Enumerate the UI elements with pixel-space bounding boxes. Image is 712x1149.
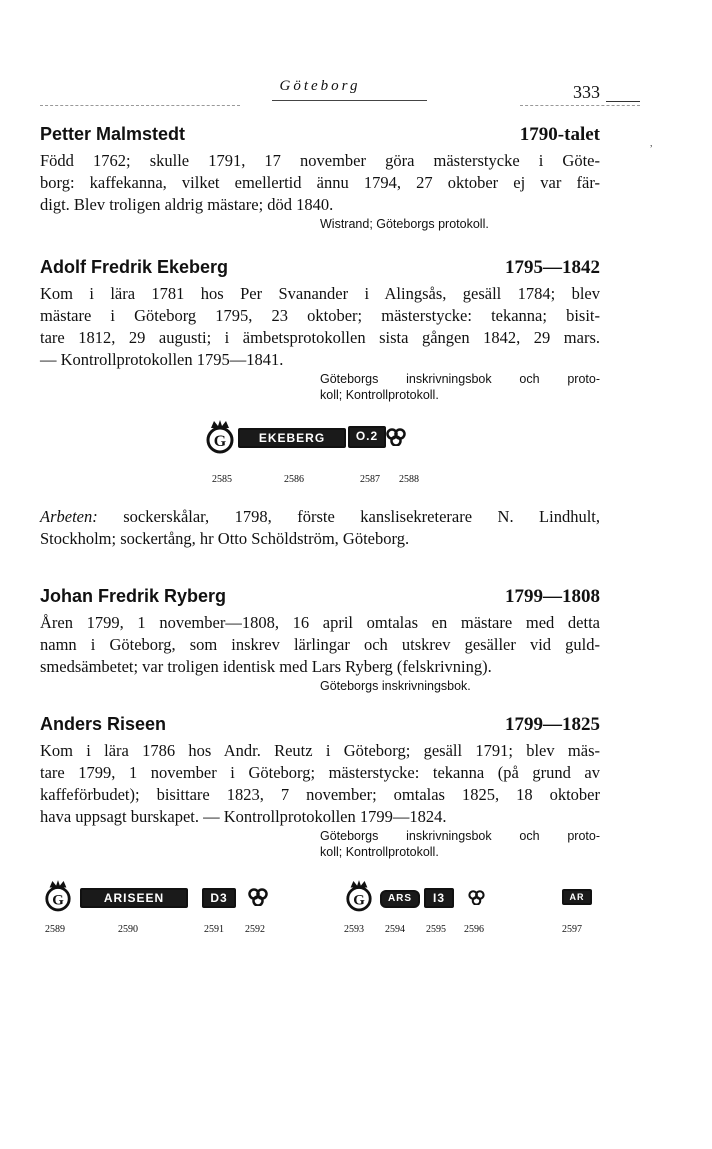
- maker-mark-ar: [562, 889, 592, 905]
- works-line: Stockholm; sockertång, hr Otto Schöldström, Göteborg.: [40, 529, 410, 548]
- entry-ekeberg: [40, 257, 600, 403]
- riseen-hallmarks: [40, 876, 600, 938]
- page-number: 333: [573, 82, 600, 102]
- body-line: hava uppsagt burskapet. — Kontrollprotokollen 1799—1824.: [40, 807, 447, 826]
- maker-mark-ariseen: [80, 888, 188, 908]
- ekeberg-hallmarks: [40, 418, 600, 490]
- date-letter-mark: [202, 888, 236, 908]
- mark-number: 2586: [284, 474, 304, 485]
- svg-text:G: G: [353, 892, 365, 909]
- head-rule: [272, 100, 427, 101]
- svg-text:G: G: [52, 892, 64, 909]
- entry-name: Adolf Fredrik Ekeberg: [40, 257, 229, 277]
- body-line: tare 1799, 1 november i Göteborg; mästerstycke: tekanna (på grund av: [40, 763, 600, 782]
- three-crowns-mark-icon: [248, 888, 268, 906]
- entry-source: [320, 216, 600, 232]
- source-line: Wistrand; Göteborgs protokoll.: [320, 217, 489, 231]
- entry-name: Anders Riseen: [40, 714, 167, 734]
- mark-number: 2592: [245, 924, 265, 935]
- mark-number: 2594: [385, 924, 405, 935]
- running-title: Göteborg: [279, 78, 361, 94]
- entry-name: Petter Malmstedt: [40, 124, 186, 144]
- source-line: Göteborgs inskrivningsbok och proto-: [320, 372, 600, 386]
- works-line: [40, 506, 600, 528]
- body-line: Kom i lära 1786 hos Andr. Reutz i Göteborg; gesäll 1791; blev mäs-: [40, 741, 600, 760]
- page-number-rule: [606, 101, 640, 102]
- mark-number: 2595: [426, 924, 446, 935]
- entry-body: [40, 740, 600, 828]
- maker-mark-ekeberg: [238, 428, 346, 448]
- maker-mark-text: AR: [569, 892, 585, 902]
- entry-source: [320, 678, 600, 694]
- maker-mark-text: ARISEEN: [103, 891, 165, 905]
- entry-dates: 1799—1808: [505, 586, 600, 607]
- works-text: sockerskålar, 1798, förste kanslisekreterare N. Lindhult,: [123, 507, 600, 526]
- mark-number: 2596: [464, 924, 484, 935]
- entry-malmstedt: [40, 124, 600, 232]
- body-line: mästare i Göteborg 1795, 23 oktober; mästerstycke: tekanna; bisit-: [40, 306, 600, 325]
- entry-body: [40, 150, 600, 216]
- mark-number: 2591: [204, 924, 224, 935]
- gothenburg-crown-mark-icon: [44, 878, 72, 912]
- body-line: — Kontrollprotokollen 1795—1841.: [40, 350, 284, 369]
- entry-dates: 1799—1825: [505, 714, 600, 735]
- gothenburg-crown-mark-icon: [205, 418, 235, 454]
- body-line: kaffeförbudet); bisittare 1823, 7 november; omtalas 1825, 18 oktober: [40, 785, 600, 804]
- body-line: namn i Göteborg, som inskrev lärlingar och utskrev gesäller vid guld-: [40, 635, 600, 654]
- body-line: smedsämbetet; var troligen identisk med Lars Ryberg (felskrivning).: [40, 657, 492, 676]
- mark-number: 2590: [118, 924, 138, 935]
- source-line: koll; Kontrollprotokoll.: [320, 388, 439, 402]
- three-crowns-mark-icon: [386, 428, 406, 446]
- entry-ryberg: [40, 586, 600, 694]
- mark-number: 2597: [562, 924, 582, 935]
- body-line: tare 1812, 29 augusti; i ämbetsprotokollen sista gången 1842, 29 mars.: [40, 328, 600, 347]
- body-line: Åren 1799, 1 november—1808, 16 april omtalas en mästare med detta: [40, 613, 600, 632]
- maker-mark-text: ARS: [387, 893, 413, 904]
- entry-head: [40, 586, 600, 612]
- head-rule: [520, 105, 640, 106]
- entry-body: [40, 612, 600, 678]
- entry-head: [40, 257, 600, 283]
- three-crowns-mark-icon: [468, 890, 485, 905]
- svg-text:G: G: [213, 433, 227, 450]
- entry-dates: 1795—1842: [505, 257, 600, 278]
- maker-mark-ars: [380, 890, 420, 908]
- entry-riseen: [40, 714, 600, 860]
- source-line: Göteborgs inskrivningsbok.: [320, 679, 471, 693]
- entry-head: [40, 124, 600, 150]
- works-label: Arbeten:: [40, 507, 98, 526]
- entry-source: [320, 371, 600, 403]
- mark-number: 2588: [399, 474, 419, 485]
- mark-number: 2589: [45, 924, 65, 935]
- date-letter-mark: [424, 888, 454, 908]
- body-line: digt. Blev troligen aldrig mästare; död 1840.: [40, 195, 334, 214]
- gothenburg-crown-mark-icon: [345, 878, 373, 912]
- entry-source: [320, 828, 600, 860]
- mark-number: 2593: [344, 924, 364, 935]
- body-line: Född 1762; skulle 1791, 17 november göra mästerstycke i Göte-: [40, 151, 600, 170]
- margin-mark: ,: [650, 138, 653, 149]
- mark-number: 2585: [212, 474, 232, 485]
- date-letter-text: I3: [432, 891, 445, 905]
- body-line: Kom i lära 1781 hos Per Svanander i Alingsås, gesäll 1784; blev: [40, 284, 600, 303]
- source-line: koll; Kontrollprotokoll.: [320, 845, 439, 859]
- maker-mark-text: EKEBERG: [258, 431, 326, 445]
- head-rule: [40, 105, 240, 106]
- date-letter-text: O.2: [355, 429, 379, 443]
- date-letter-text: D3: [210, 891, 228, 905]
- entry-body: [40, 283, 600, 371]
- running-head: [40, 78, 600, 108]
- entry-dates: 1790-talet: [519, 124, 600, 145]
- body-line: borg: kaffekanna, vilket emellertid ännu 1794, 27 oktober ej var fär-: [40, 173, 600, 192]
- date-letter-mark: [348, 426, 386, 448]
- entry-name: Johan Fredrik Ryberg: [40, 586, 227, 606]
- entry-head: [40, 714, 600, 740]
- mark-number: 2587: [360, 474, 380, 485]
- works-paragraph: [40, 506, 600, 550]
- source-line: Göteborgs inskrivningsbok och proto-: [320, 829, 600, 843]
